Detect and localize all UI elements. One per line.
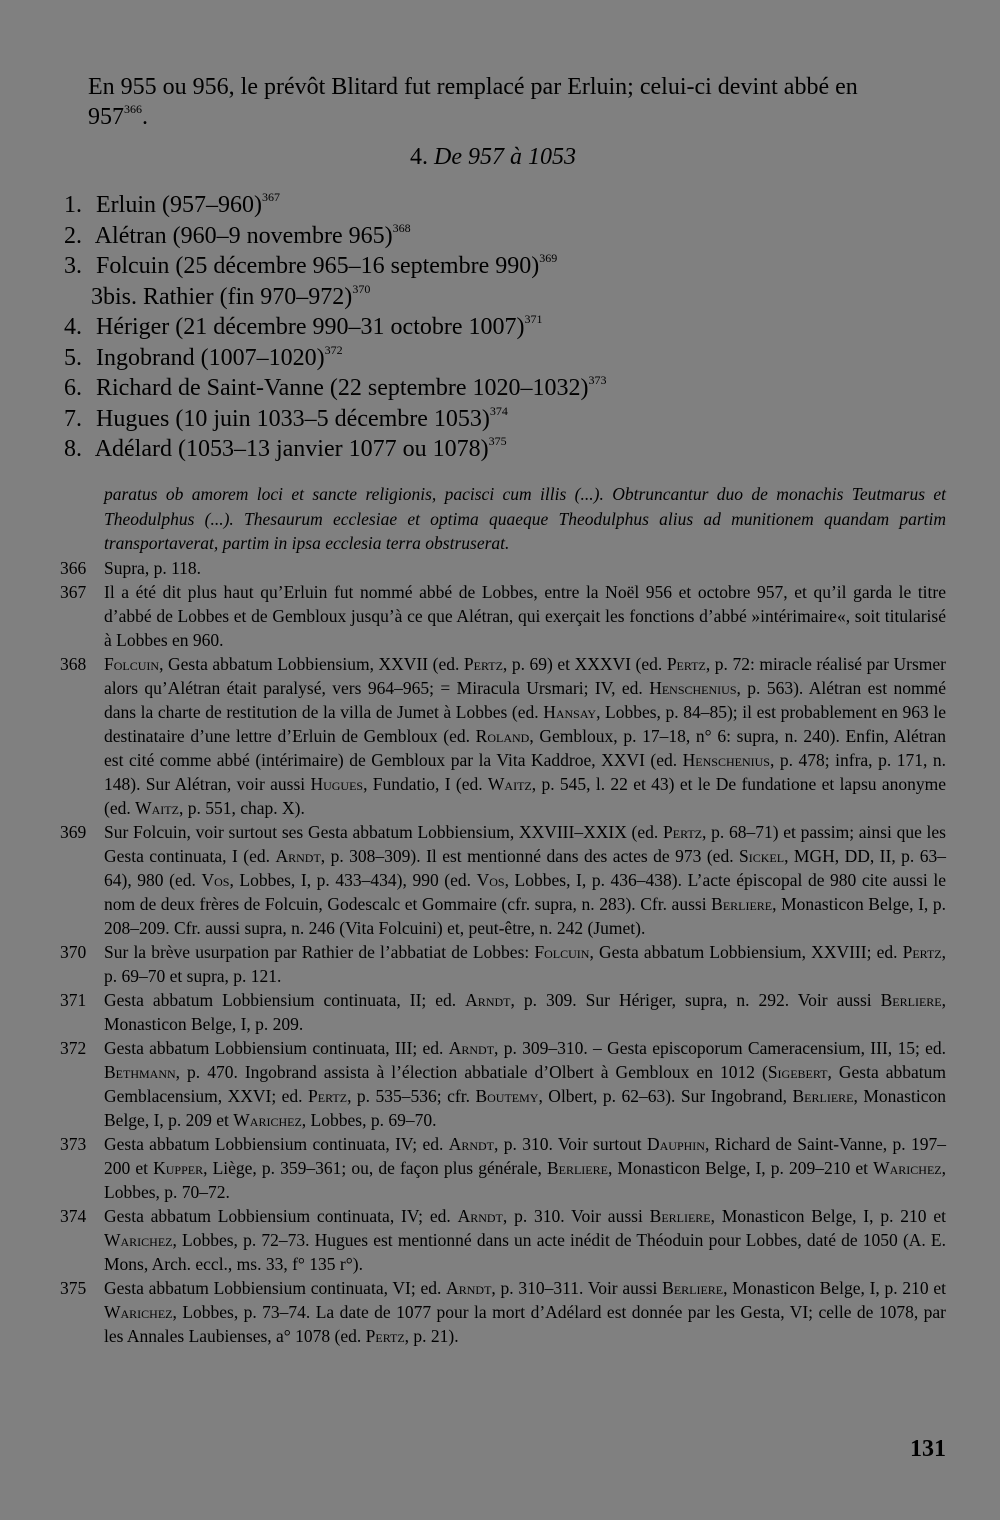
footnote [60, 1132, 946, 1204]
footnote-ref: 375 [488, 434, 507, 448]
author-name: Berliere [711, 894, 773, 914]
footnote-text: Folcuin, Gesta abbatum Lobbiensium, XXVII (ed. Pertz, p. 69) et XXXVI (ed. Pertz, p. 72: miracle réalisé par Ursmer alors qu’Alétran était paralysé, vers 964–965; = Miracula Ursmari; IV, ed. Henschenius, p. 563). Alétran est nommé dans la charte de restitution de la villa de Jumet à Lobbes (ed. Hansay, Lobbes, p. 84–85); il est probablement en 963 le destinataire d’une lettre d’Erluin de Gembloux (ed. Roland, Gembloux, p. 17–18, n° 6: supra, n. 240). Enfin, Alétran est cité comme abbé (intérimaire) de Gembloux par la Vita Kaddroe, XXVI (ed. Henschenius, p. 478; infra, p. 171, n. 148). Sur Alétran, voir aussi Hugues, Fundatio, I (ed. Waitz, p. 545, l. 22 et 43) et le De fundatione et lapsu anonyme (ed. Waitz, p. 551, chap. X). [104, 654, 947, 818]
page-number: 131 [910, 1436, 946, 1462]
abbot-item: 7. Hugues (10 juin 1033–5 décembre 1053)$^{374}$ [64, 403, 508, 432]
author-name: Arndt [448, 1038, 495, 1058]
author-name: Pertz [666, 654, 706, 674]
section-title: De 957 à 1053 [434, 144, 576, 170]
author-name: Folcuin [534, 942, 590, 962]
footnote-ref: 366 [124, 102, 142, 116]
abbot-item: 2. Alétran (960–9 novembre 965)$^{368}$ [64, 220, 411, 249]
author-name: Henschenius [649, 678, 737, 698]
author-name: Arndt [465, 990, 511, 1010]
footnote-text: Supra, p. 118. [104, 558, 202, 578]
footnote-number: 366 [60, 558, 87, 578]
abbot-list [64, 190, 944, 465]
footnote-ref: 374 [489, 403, 508, 418]
author-name: Pertz [308, 1086, 348, 1106]
author-name: Sickel [739, 846, 785, 866]
author-name: Arndt [275, 846, 321, 866]
author-name: Warichez [104, 1230, 173, 1250]
author-name: Arndt [446, 1278, 492, 1298]
continued-footnote: paratus ob amorem loci et sancte religionis, pacisci cum illis (...). Obtruncantur duo de monachis Teutmarus et Theodulphus (...). Thesaurum ecclesiae et optima quaeque Theodulphus alius ad munitionem quandam partim transportaverat, partim in ipsa ecclesia terra obstruserat. [104, 484, 946, 553]
author-name: Pertz [365, 1326, 405, 1346]
footnote-text: Il a été dit plus haut qu’Erluin fut nommé abbé de Lobbes, entre la Noël 956 et octobre 957, et qu’il garda le titre d’abbé de Lobbes et de Gembloux jusqu’à ce que Alétran, qui exerçait les fonctions d’abbé »intérimaire«, soit titularisé à Lobbes en 960. [104, 582, 946, 650]
author-name: Henschenius [682, 750, 770, 770]
footnote [60, 1036, 946, 1132]
footnote [60, 580, 946, 652]
author-name: Dauphin [646, 1134, 705, 1154]
author-name: Vos [476, 870, 505, 890]
author-name: Arndt [457, 1206, 503, 1226]
footnote-text: Sur Folcuin, voir surtout ses Gesta abbatum Lobbiensium, XXVIII–XXIX (ed. Pertz, p. 68–71) et passim; ainsi que les Gesta continuata, I (ed. Arndt, p. 308–309). Il est mentionné dans des actes de 973 (ed. Sickel, MGH, DD, II, p. 63–64), 980 (ed. Vos, Lobbes, I, p. 433–434), 990 (ed. Vos, Lobbes, I, p. 436–438). L’acte épiscopal de 980 cite aussi le nom de deux frères de Folcuin, Godescalc et Gommaire (cfr. supra, n. 283). Cfr. aussi Berliere, Monasticon Belge, I, p. 208–209. Cfr. aussi supra, n. 246 (Vita Folcuini) et, peut-être, n. 242 (Jumet). [104, 822, 946, 938]
footnote-ref: 371 [524, 312, 543, 326]
footnote [60, 1204, 946, 1276]
author-name: Kupper [153, 1158, 204, 1178]
abbot-item: 5. Ingobrand (1007–1020)$^{372}$ [64, 342, 343, 371]
footnote-text: Gesta abbatum Lobbiensium continuata, IV; ed. Arndt, p. 310. Voir aussi Berliere, Monasticon Belge, I, p. 210 et Warichez, Lobbes, p. 72–73. Hugues est mentionné dans un acte inédit de Théoduin pour Lobbes, daté de 1050 (A. E. Mons, Arch. eccl., ms. 33, f° 135 r°). [104, 1206, 946, 1274]
footnote-text: Gesta abbatum Lobbiensium continuata, III; ed. Arndt, p. 309–310. – Gesta episcoporum Cameracensium, III, 15; ed. Bethmann, p. 470. Ingobrand assista à l’élection abbatiale d’Olbert à Gembloux en 1012 (Sigebert, Gesta abbatum Gemblacensium, XXVI; ed. Pertz, p. 535–536; cfr. Boutemy, Olbert, p. 62–63). Sur Ingobrand, Berliere, Monasticon Belge, I, p. 209 et Warichez, Lobbes, p. 69–70. [104, 1038, 946, 1130]
author-name: Berliere [792, 1086, 854, 1106]
abbot-item: 4. Hériger (21 décembre 990–31 octobre 1007)$^{371}$ [64, 312, 543, 340]
author-name: Pertz [463, 654, 503, 674]
author-name: Bethmann [104, 1062, 176, 1082]
author-name: Roland [475, 726, 530, 746]
footnote-ref: 368 [392, 220, 411, 235]
author-name: Pertz [663, 822, 703, 842]
abbot-item: 3bis. Rathier (fin 970–972)$^{370}$ [91, 281, 371, 310]
author-name: Pertz [902, 942, 942, 962]
footnote [60, 556, 946, 580]
footnote [60, 940, 946, 988]
author-name: Hansay [543, 702, 597, 722]
footnote-ref: 367 [261, 190, 280, 204]
footnote [60, 820, 946, 940]
footnote-number: 372 [60, 1038, 87, 1058]
abbot-item: 6. Richard de Saint-Vanne (22 septembre 1020–1032)$^{373}$ [64, 373, 607, 401]
intro-paragraph [88, 72, 948, 132]
author-name: Berliere [662, 1278, 724, 1298]
section-heading [410, 142, 576, 172]
footnote-number: 369 [60, 822, 87, 842]
footnote [60, 1276, 946, 1348]
footnote-ref: 369 [539, 251, 558, 265]
section-number: 4. [410, 144, 428, 170]
author-name: Berliere [880, 990, 942, 1010]
author-name: Waitz [487, 774, 532, 794]
footnote-text: Gesta abbatum Lobbiensium continuata, VI; ed. Arndt, p. 310–311. Voir aussi Berliere, Monasticon Belge, I, p. 210 et Warichez, Lobbes, p. 73–74. La date de 1077 pour la mort d’Adélard est donnée par les Gesta, VI; celle de 1078, par les Annales Laubienses, a° 1078 (ed. Pertz, p. 21). [104, 1278, 947, 1346]
footnote-text: Gesta abbatum Lobbiensium continuata, IV; ed. Arndt, p. 310. Voir surtout Dauphin, Richard de Saint-Vanne, p. 197–200 et Kupper, Liège, p. 359–361; ou, de façon plus générale, Berliere, Monasticon Belge, I, p. 209–210 et Warichez, Lobbes, p. 70–72. [104, 1134, 946, 1202]
intro-year: 957 [88, 104, 124, 130]
author-name: Boutemy [475, 1086, 539, 1106]
footnote-ref: 373 [588, 373, 607, 387]
author-name: Hugues [310, 774, 364, 794]
footnote-number: 367 [60, 582, 87, 602]
author-name: Vos [201, 870, 230, 890]
author-name: Warichez [873, 1158, 942, 1178]
footnote-number: 375 [60, 1278, 87, 1298]
abbot-item: 3. Folcuin (25 décembre 965–16 septembre 990)$^{369}$ [64, 251, 558, 279]
abbot-item: 1. Erluin $(957-960)^{367}$ [64, 190, 280, 218]
author-name: Warichez [233, 1110, 302, 1130]
author-name: Folcuin [104, 654, 160, 674]
footnote-text: Sur la brève usurpation par Rathier de l’abbatiat de Lobbes: Folcuin, Gesta abbatum Lobbiensium, XXVIII; ed. Pertz, p. 69–70 et supra, p. 121. [104, 942, 946, 986]
footnote-ref: 372 [324, 342, 343, 357]
author-name: Berliere [546, 1158, 608, 1178]
footnote [60, 988, 946, 1036]
abbot-item: 8. Adélard (1053–13 janvier 1077 ou 1078)$^{375}$ [64, 434, 507, 462]
footnote [60, 652, 946, 820]
author-name: Waitz [135, 798, 179, 818]
author-name: Berliere [649, 1206, 711, 1226]
author-name: Warichez [104, 1302, 173, 1322]
footnote-number: 370 [60, 942, 87, 962]
footnote-text: Gesta abbatum Lobbiensium continuata, II; ed. Arndt, p. 309. Sur Hériger, supra, n. 292. Voir aussi Berliere, Monasticon Belge, I, p. 209. [104, 990, 946, 1034]
footnote-number: 373 [60, 1134, 87, 1154]
footnote-number: 374 [60, 1206, 87, 1226]
footnote-number: 371 [60, 990, 87, 1010]
footnote-ref: 370 [352, 281, 371, 296]
author-name: Sigebert [767, 1062, 828, 1082]
intro-line: En 955 ou 956, le prévôt Blitard fut remplacé par Erluin; celui-ci devint abbé en [88, 74, 858, 100]
footnotes [60, 556, 946, 1348]
footnote-number: 368 [60, 654, 87, 674]
author-name: Arndt [448, 1134, 495, 1154]
intro-line: $957^{366}$. [88, 102, 148, 130]
